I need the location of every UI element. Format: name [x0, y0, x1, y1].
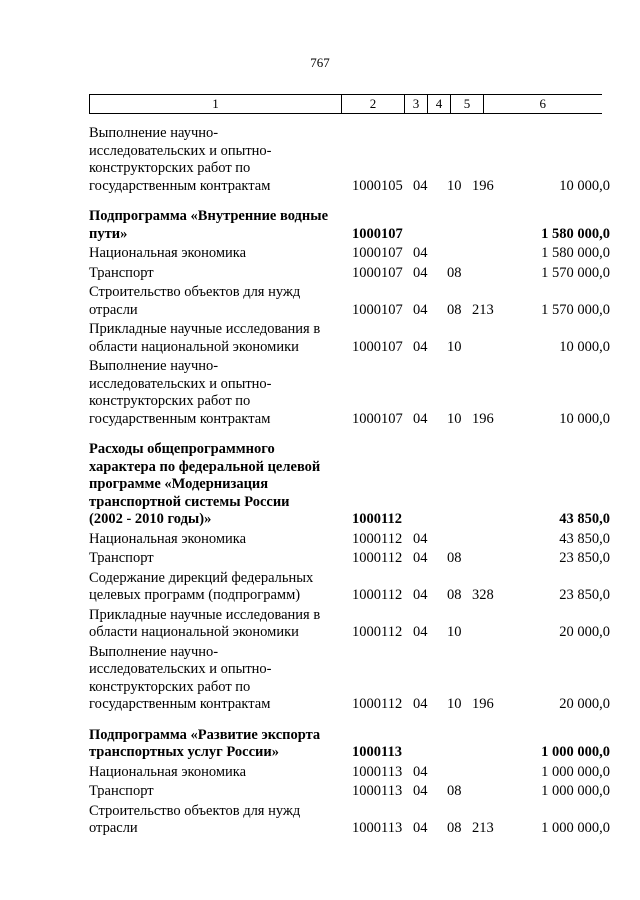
target-article-code: 1000105	[352, 177, 403, 194]
row-name-line: Национальная экономика	[89, 530, 247, 547]
section-code: 04	[413, 624, 428, 640]
row-name-line: Национальная экономика	[89, 245, 247, 261]
section-code: 04	[413, 245, 428, 261]
subsection-code: 08	[447, 550, 462, 566]
row-name	[89, 607, 339, 642]
row-name-line: области национальной экономики	[89, 338, 299, 355]
section-code: 04	[413, 301, 428, 318]
target-article-code: 1000107	[352, 264, 403, 281]
amount: 1 000 000,0	[541, 820, 610, 836]
row-name-line: конструкторских работ по	[89, 160, 251, 176]
column-header-row	[90, 95, 602, 114]
subsection-code: 08	[447, 820, 462, 836]
target-article-code: 1000113	[352, 820, 403, 836]
amount: 1 570 000,0	[541, 301, 610, 318]
row-name	[89, 245, 339, 263]
target-article-code: 1000112	[352, 587, 403, 603]
row-name-line: транспортных услуг России»	[89, 744, 279, 760]
row-name-line: государственным контрактам	[89, 177, 271, 194]
row-name-line: Транспорт	[89, 783, 154, 799]
expense-type-code: 213	[472, 820, 494, 836]
section-code: 04	[413, 696, 428, 712]
section-code: 04	[413, 530, 428, 547]
amount: 23 850,0	[559, 587, 610, 603]
amount: 20 000,0	[559, 624, 610, 640]
column-header-2: 2	[342, 95, 405, 114]
row-name-line: Национальная экономика	[89, 763, 247, 780]
row-name-line: программе «Модернизация	[89, 476, 269, 492]
row-name-line: Транспорт	[89, 264, 154, 281]
row-name	[89, 321, 339, 356]
row-name-line: характера по федеральной целевой	[89, 458, 321, 475]
target-article-code: 1000107	[352, 301, 403, 318]
amount: 1 570 000,0	[541, 264, 610, 281]
target-article-code: 1000113	[352, 744, 402, 760]
subsection-code: 08	[447, 783, 462, 799]
column-header-6: 6	[484, 95, 602, 114]
target-article-code: 1000107	[352, 338, 403, 355]
amount: 1 580 000,0	[541, 225, 610, 242]
expense-type-code: 196	[472, 410, 494, 427]
expense-type-code: 196	[472, 177, 494, 194]
target-article-code: 1000107	[352, 410, 403, 427]
amount: 1 580 000,0	[541, 245, 610, 261]
row-name-line: исследовательских и опытно-	[89, 375, 272, 392]
row-name	[89, 125, 339, 195]
section-code: 04	[413, 763, 428, 780]
subsection-code: 10	[447, 410, 462, 427]
column-header-table	[89, 94, 602, 114]
row-name-line: исследовательских и опытно-	[89, 142, 272, 159]
row-name-line: Строительство объектов для нужд	[89, 802, 301, 819]
row-name	[89, 441, 339, 529]
amount: 1 000 000,0	[541, 763, 610, 780]
subsection-code: 10	[447, 338, 462, 355]
row-name	[89, 570, 339, 605]
amount: 20 000,0	[559, 696, 610, 712]
row-name	[89, 284, 339, 319]
row-name-line: Выполнение научно-	[89, 358, 219, 374]
row-name-line: Выполнение научно-	[89, 643, 219, 660]
column-header-5: 5	[451, 95, 484, 114]
row-name-line: целевых программ (подпрограмм)	[89, 587, 301, 603]
row-name-line: Строительство объектов для нужд	[89, 284, 301, 300]
column-header-1: 1	[90, 95, 342, 114]
expense-type-code: 328	[472, 587, 494, 603]
row-name-line: области национальной экономики	[89, 624, 299, 640]
target-article-code: 1000112	[352, 696, 403, 712]
row-name	[89, 803, 339, 838]
row-name	[89, 265, 339, 283]
target-article-code: 1000112	[352, 530, 403, 547]
row-name	[89, 764, 339, 782]
subsection-code: 08	[447, 264, 462, 281]
section-code: 04	[413, 177, 428, 194]
amount: 43 850,0	[559, 530, 610, 547]
row-name-line: Содержание дирекций федеральных	[89, 569, 314, 586]
row-name	[89, 208, 339, 243]
section-code: 04	[413, 783, 428, 799]
row-name	[89, 531, 339, 549]
row-name-line: (2002 - 2010 годы)»	[89, 511, 212, 527]
target-article-code: 1000112	[352, 511, 402, 527]
target-article-code: 1000113	[352, 783, 403, 799]
amount: 1 000 000,0	[541, 744, 610, 760]
column-header-4: 4	[428, 95, 451, 114]
section-code: 04	[413, 410, 428, 427]
target-article-code: 1000107	[352, 245, 403, 261]
row-name-line: Прикладные научные исследования в	[89, 606, 321, 623]
expense-type-code: 196	[472, 696, 494, 712]
row-name-line: конструкторских работ по	[89, 678, 251, 695]
subsection-code: 10	[447, 624, 462, 640]
row-name-line: государственным контрактам	[89, 410, 271, 427]
amount: 10 000,0	[559, 410, 610, 427]
row-name-line: Выполнение научно-	[89, 125, 219, 141]
amount: 23 850,0	[559, 550, 610, 566]
section-code: 04	[413, 587, 428, 603]
row-name-line: транспортной системы России	[89, 493, 290, 510]
subsection-code: 08	[447, 301, 462, 318]
row-name	[89, 644, 339, 714]
page-number: 767	[310, 55, 330, 70]
subsection-code: 10	[447, 177, 462, 194]
target-article-code: 1000113	[352, 763, 403, 780]
section-code: 04	[413, 550, 428, 566]
row-name-line: Транспорт	[89, 550, 154, 566]
amount: 10 000,0	[559, 177, 610, 194]
row-name-line: отрасли	[89, 301, 138, 318]
row-name-line: Прикладные научные исследования в	[89, 321, 321, 337]
expense-type-code: 213	[472, 301, 494, 318]
row-name-line: государственным контрактам	[89, 696, 271, 712]
target-article-code: 1000107	[352, 225, 403, 242]
subsection-code: 10	[447, 696, 462, 712]
section-code: 04	[413, 820, 428, 836]
target-article-code: 1000112	[352, 550, 403, 566]
section-code: 04	[413, 264, 428, 281]
amount: 43 850,0	[559, 511, 610, 527]
subsection-code: 08	[447, 587, 462, 603]
column-header-3: 3	[405, 95, 428, 114]
row-name-line: пути»	[89, 225, 128, 242]
row-name-line: конструкторских работ по	[89, 393, 251, 409]
amount: 10 000,0	[559, 338, 610, 355]
amount: 1 000 000,0	[541, 783, 610, 799]
section-code: 04	[413, 338, 428, 355]
row-name	[89, 358, 339, 428]
row-name-line: Расходы общепрограммного	[89, 441, 275, 457]
row-name-line: Подпрограмма «Развитие экспорта	[89, 726, 321, 743]
row-name-line: отрасли	[89, 820, 138, 836]
row-name	[89, 783, 339, 801]
row-name	[89, 550, 339, 568]
row-name-line: Подпрограмма «Внутренние водные	[89, 208, 329, 224]
target-article-code: 1000112	[352, 624, 403, 640]
row-name	[89, 727, 339, 762]
row-name-line: исследовательских и опытно-	[89, 661, 272, 677]
